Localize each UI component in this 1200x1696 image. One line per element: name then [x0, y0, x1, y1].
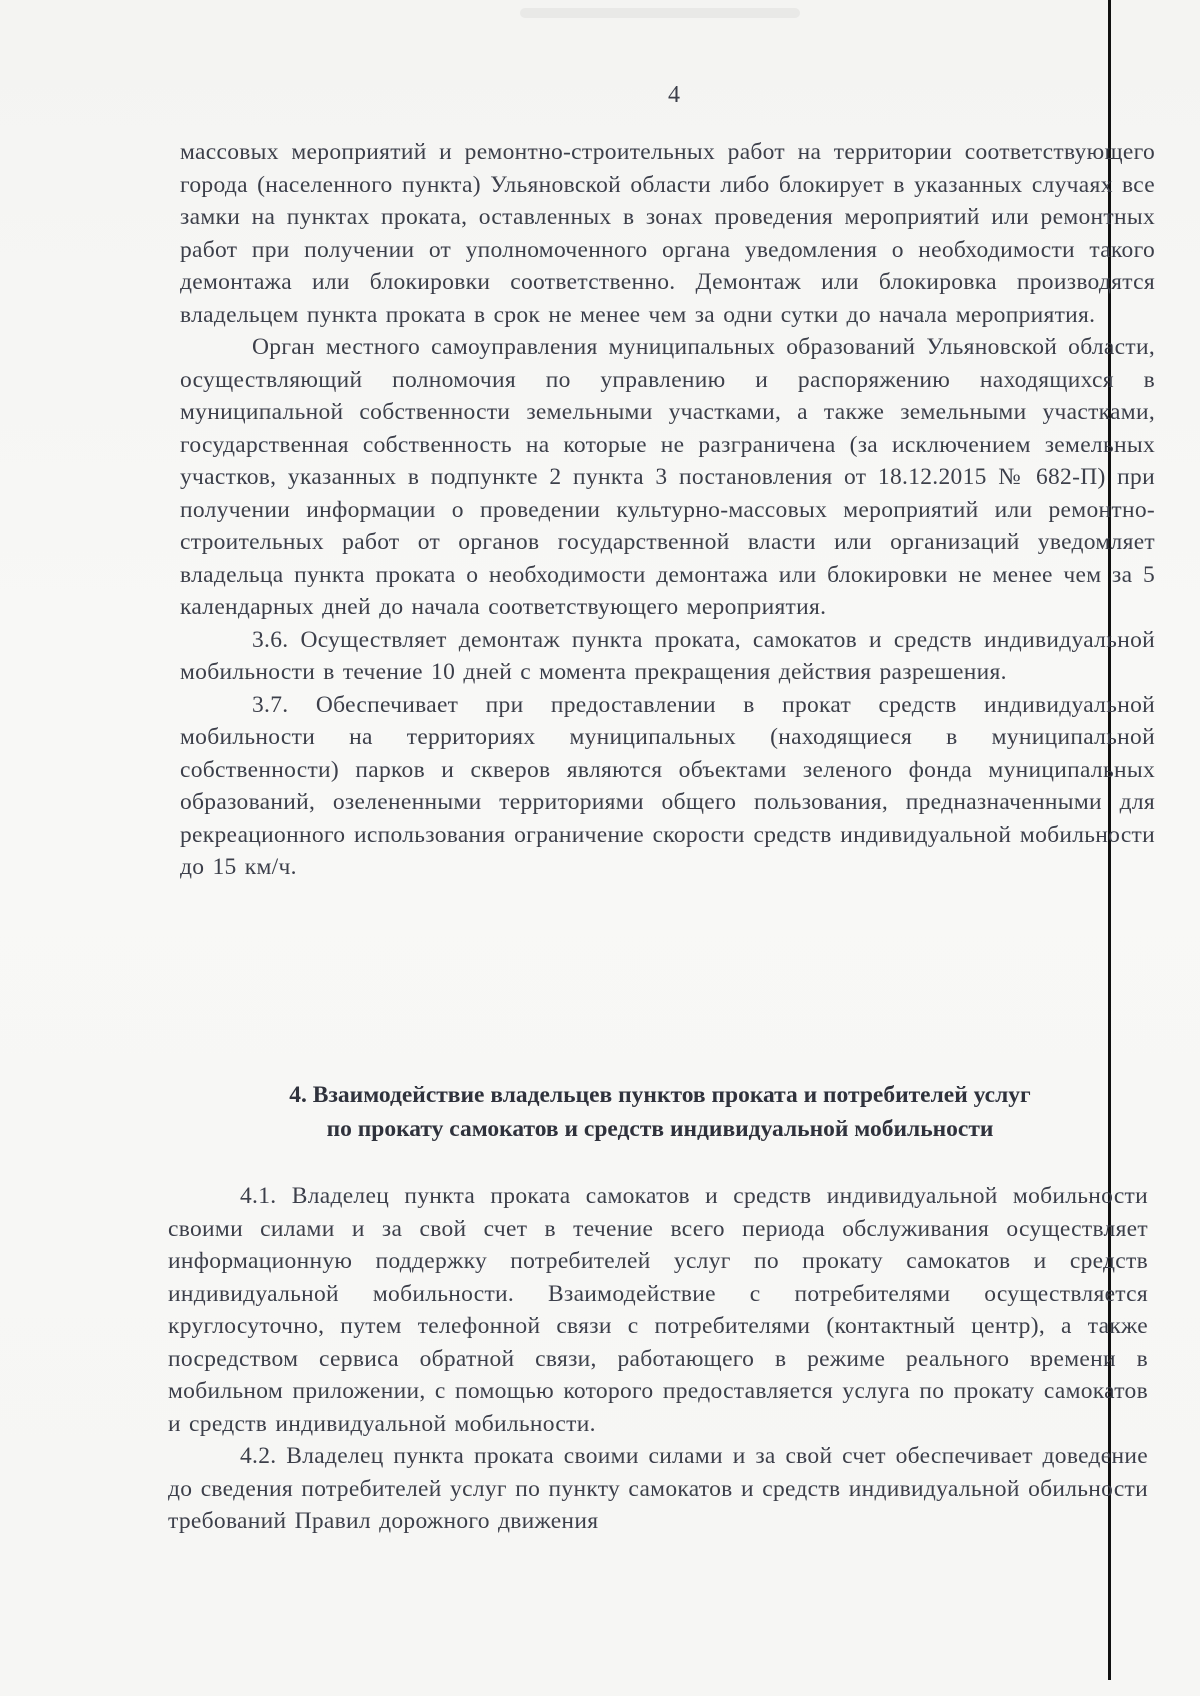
scan-artifact: [520, 8, 800, 18]
page-number: 4: [668, 82, 680, 108]
section-heading: [170, 1078, 1150, 1146]
body-text-bottom: [168, 1180, 1148, 1538]
body-text-top: [180, 136, 1155, 884]
paragraph: Орган местного самоуправления муниципальных образований Ульяновской области, осуществляющий полномочия по управлению и распоряжению находящихся в муниципальной собственности земельными участками, а также земельными участками, государственная собственность на которые не разграничена (за исключением земельных участков, указанных в подпункте 2 пункта 3 постановления от 18.12.2015 № 682-П) при получении информации о проведении культурно-массовых мероприятий или ремонтно-строительных работ от органов государственной власти или организаций уведомляет владельца пункта проката о необходимости демонтажа или блокировки не менее чем за 5 календарных дней до начала соответствующего мероприятия.: [180, 334, 1155, 620]
paragraph: 3.7. Обеспечивает при предоставлении в прокат средств индивидуальной мобильности на территориях муниципальных (находящиеся в муниципальной собственности) парков и скверов являются объектами зеленого фонда муниципальных образований, озелененными территориями общего пользования, предназначенными для рекреационного использования ограничение скорости средств индивидуальной мобильности до 15 км/ч.: [180, 691, 1155, 880]
paragraph: массовых мероприятий и ремонтно-строительных работ на территории соответствующего города (населенного пункта) Ульяновской области либо блокирует в указанных случаях все замки на пунктах проката, оставленных в зонах проведения мероприятий или ремонтных работ при получении от уполномоченного органа уведомления о необходимости такого демонтажа или блокировки соответственно. Демонтаж или блокировка производятся владельцем пункта проката в срок не менее чем за одни сутки до начала мероприятия.: [180, 139, 1155, 328]
paragraph: 4.2. Владелец пункта проката своими силами и за свой счет обеспечивает доведение до сведения потребителей услуг по пункту самокатов и средств индивидуальной обильности требований Правил дорожного движения: [168, 1443, 1148, 1534]
paragraph: 4.1. Владелец пункта проката самокатов и средств индивидуальной мобильности своими силами и за свой счет в течение всего периода обслуживания осуществляет информационную поддержку потребителей услуг по прокату самокатов и средств индивидуальной мобильности. Взаимодействие с потребителями осуществляется круглосуточно, путем телефонной связи с потребителями (контактный центр), а также посредством сервиса обратной связи, работающего в режиме реального времени в мобильном приложении, с помощью которого предоставляется услуга по прокату самокатов и средств индивидуальной мобильности.: [168, 1183, 1148, 1437]
section-heading-line1: 4. Взаимодействие владельцев пунктов проката и потребителей услуг: [289, 1082, 1031, 1108]
paragraph: 3.6. Осуществляет демонтаж пункта проката, самокатов и средств индивидуальной мобильности в течение 10 дней с момента прекращения действия разрешения.: [180, 626, 1155, 685]
section-heading-line2: по прокату самокатов и средств индивидуальной мобильности: [326, 1116, 994, 1142]
